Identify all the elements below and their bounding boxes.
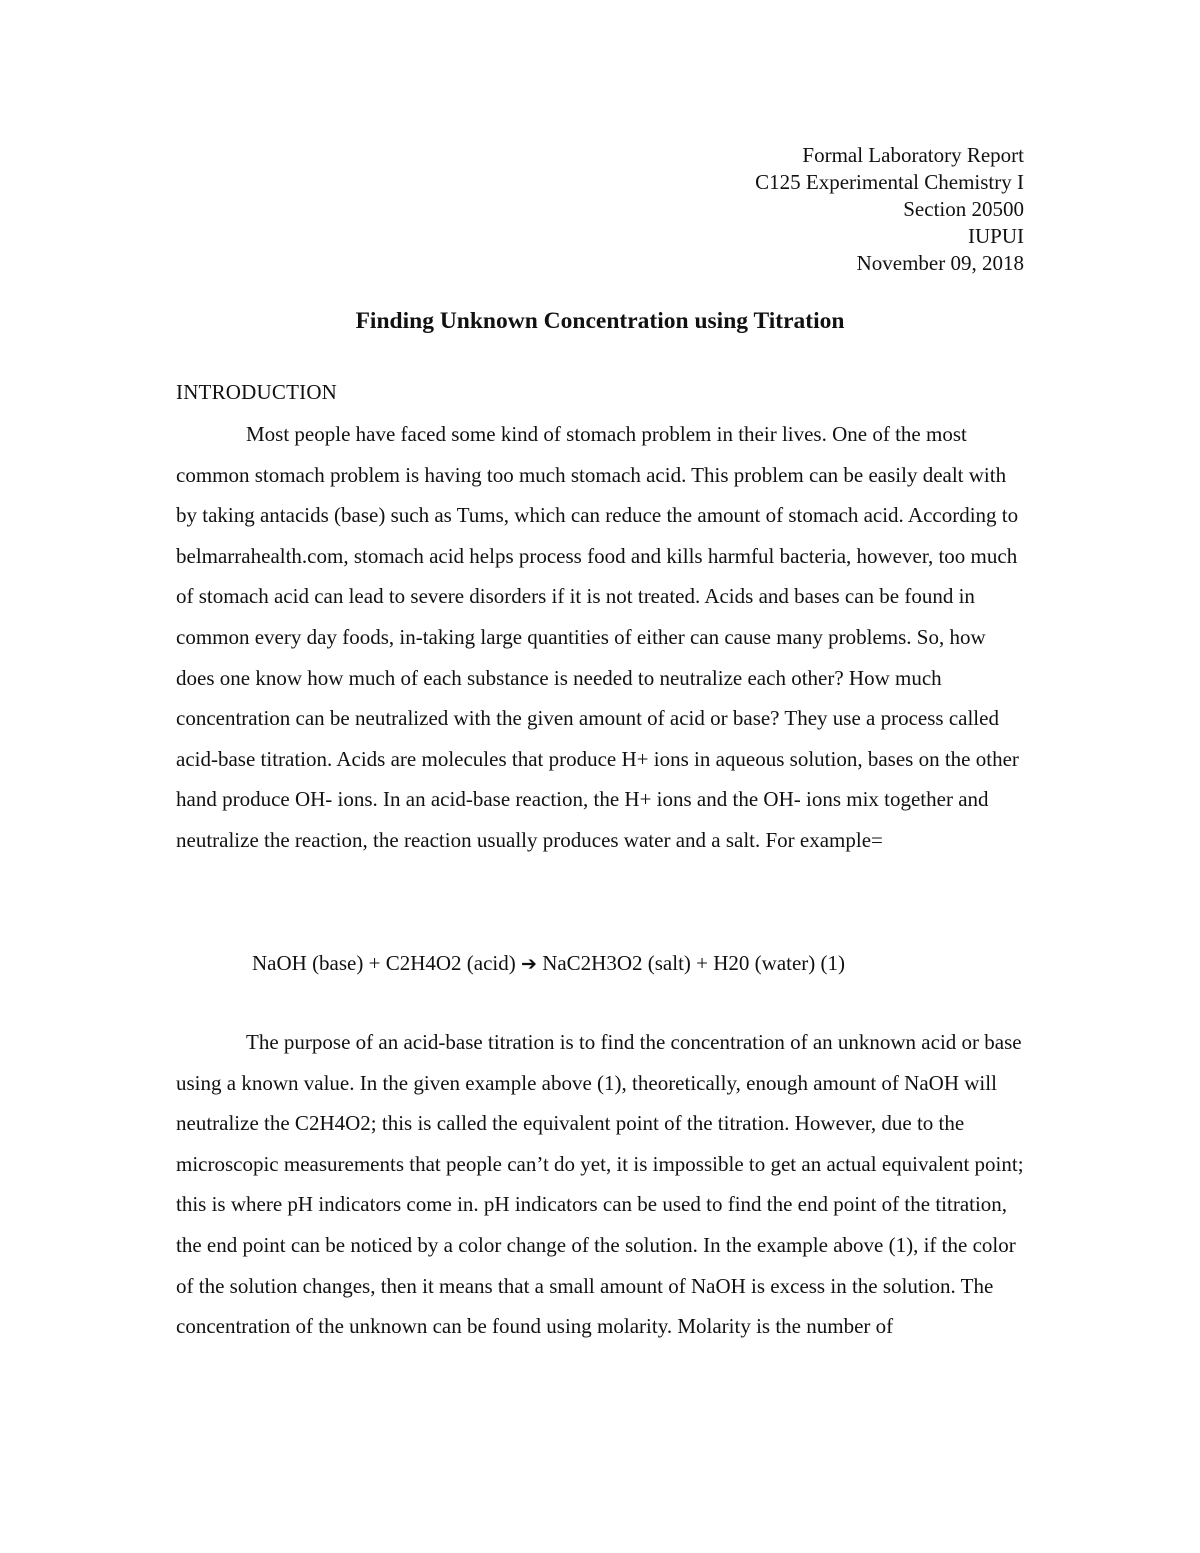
report-header bbox=[755, 142, 1024, 277]
reaction-arrow-icon: ➔ bbox=[521, 953, 537, 975]
equation-reactants: NaOH (base) + C2H4O2 (acid) bbox=[252, 951, 516, 975]
header-course: C125 Experimental Chemistry I bbox=[755, 170, 1024, 194]
introduction-paragraph-1: Most people have faced some kind of stomach problem in their lives. One of the most common stomach problem is having too much stomach acid. This problem can be easily dealt with by taking antacids (base) such as Tums, which can reduce the amount of stomach acid. According to belmarrahealth.com, stomach acid helps process food and kills harmful bacteria, however, too much of stomach acid can lead to severe disorders if it is not treated. Acids and bases can be found in common every day foods, in-taking large quantities of either can cause many problems. So, how does one know how much of each substance is needed to neutralize each other? How much concentration can be neutralized with the given amount of acid or base? They use a process called acid-base titration. Acids are molecules that produce H+ ions in aqueous solution, bases on the other hand produce OH- ions. In an acid-base reaction, the H+ ions and the OH- ions mix together and neutralize the reaction, the reaction usually produces water and a salt. For example= bbox=[176, 422, 1019, 852]
document-title: Finding Unknown Concentration using Titration bbox=[355, 308, 845, 334]
equation-products: NaC2H3O2 (salt) + H20 (water) (1) bbox=[542, 951, 846, 975]
header-date: November 09, 2018 bbox=[856, 251, 1024, 275]
header-section: Section 20500 bbox=[903, 197, 1024, 221]
section-heading-introduction: INTRODUCTION bbox=[176, 380, 338, 404]
introduction-paragraph-2: The purpose of an acid-base titration is to find the concentration of an unknown acid or base using a known value. In the given example above (1), theoretically, enough amount of NaOH will neutralize the C2H4O2; this is called the equivalent point of the titration. However, due to the microscopic measurements that people can’t do yet, it is impossible to get an actual equivalent point; this is where pH indicators come in. pH indicators can be used to find the end point of the titration, the end point can be noticed by a color change of the solution. In the example above (1), if the color of the solution changes, then it means that a small amount of NaOH is excess in the solution. The concentration of the unknown can be found using molarity. Molarity is the number of bbox=[176, 1030, 1024, 1339]
reaction-equation bbox=[252, 943, 845, 984]
header-report-type: Formal Laboratory Report bbox=[802, 143, 1024, 167]
header-institution: IUPUI bbox=[968, 224, 1024, 248]
